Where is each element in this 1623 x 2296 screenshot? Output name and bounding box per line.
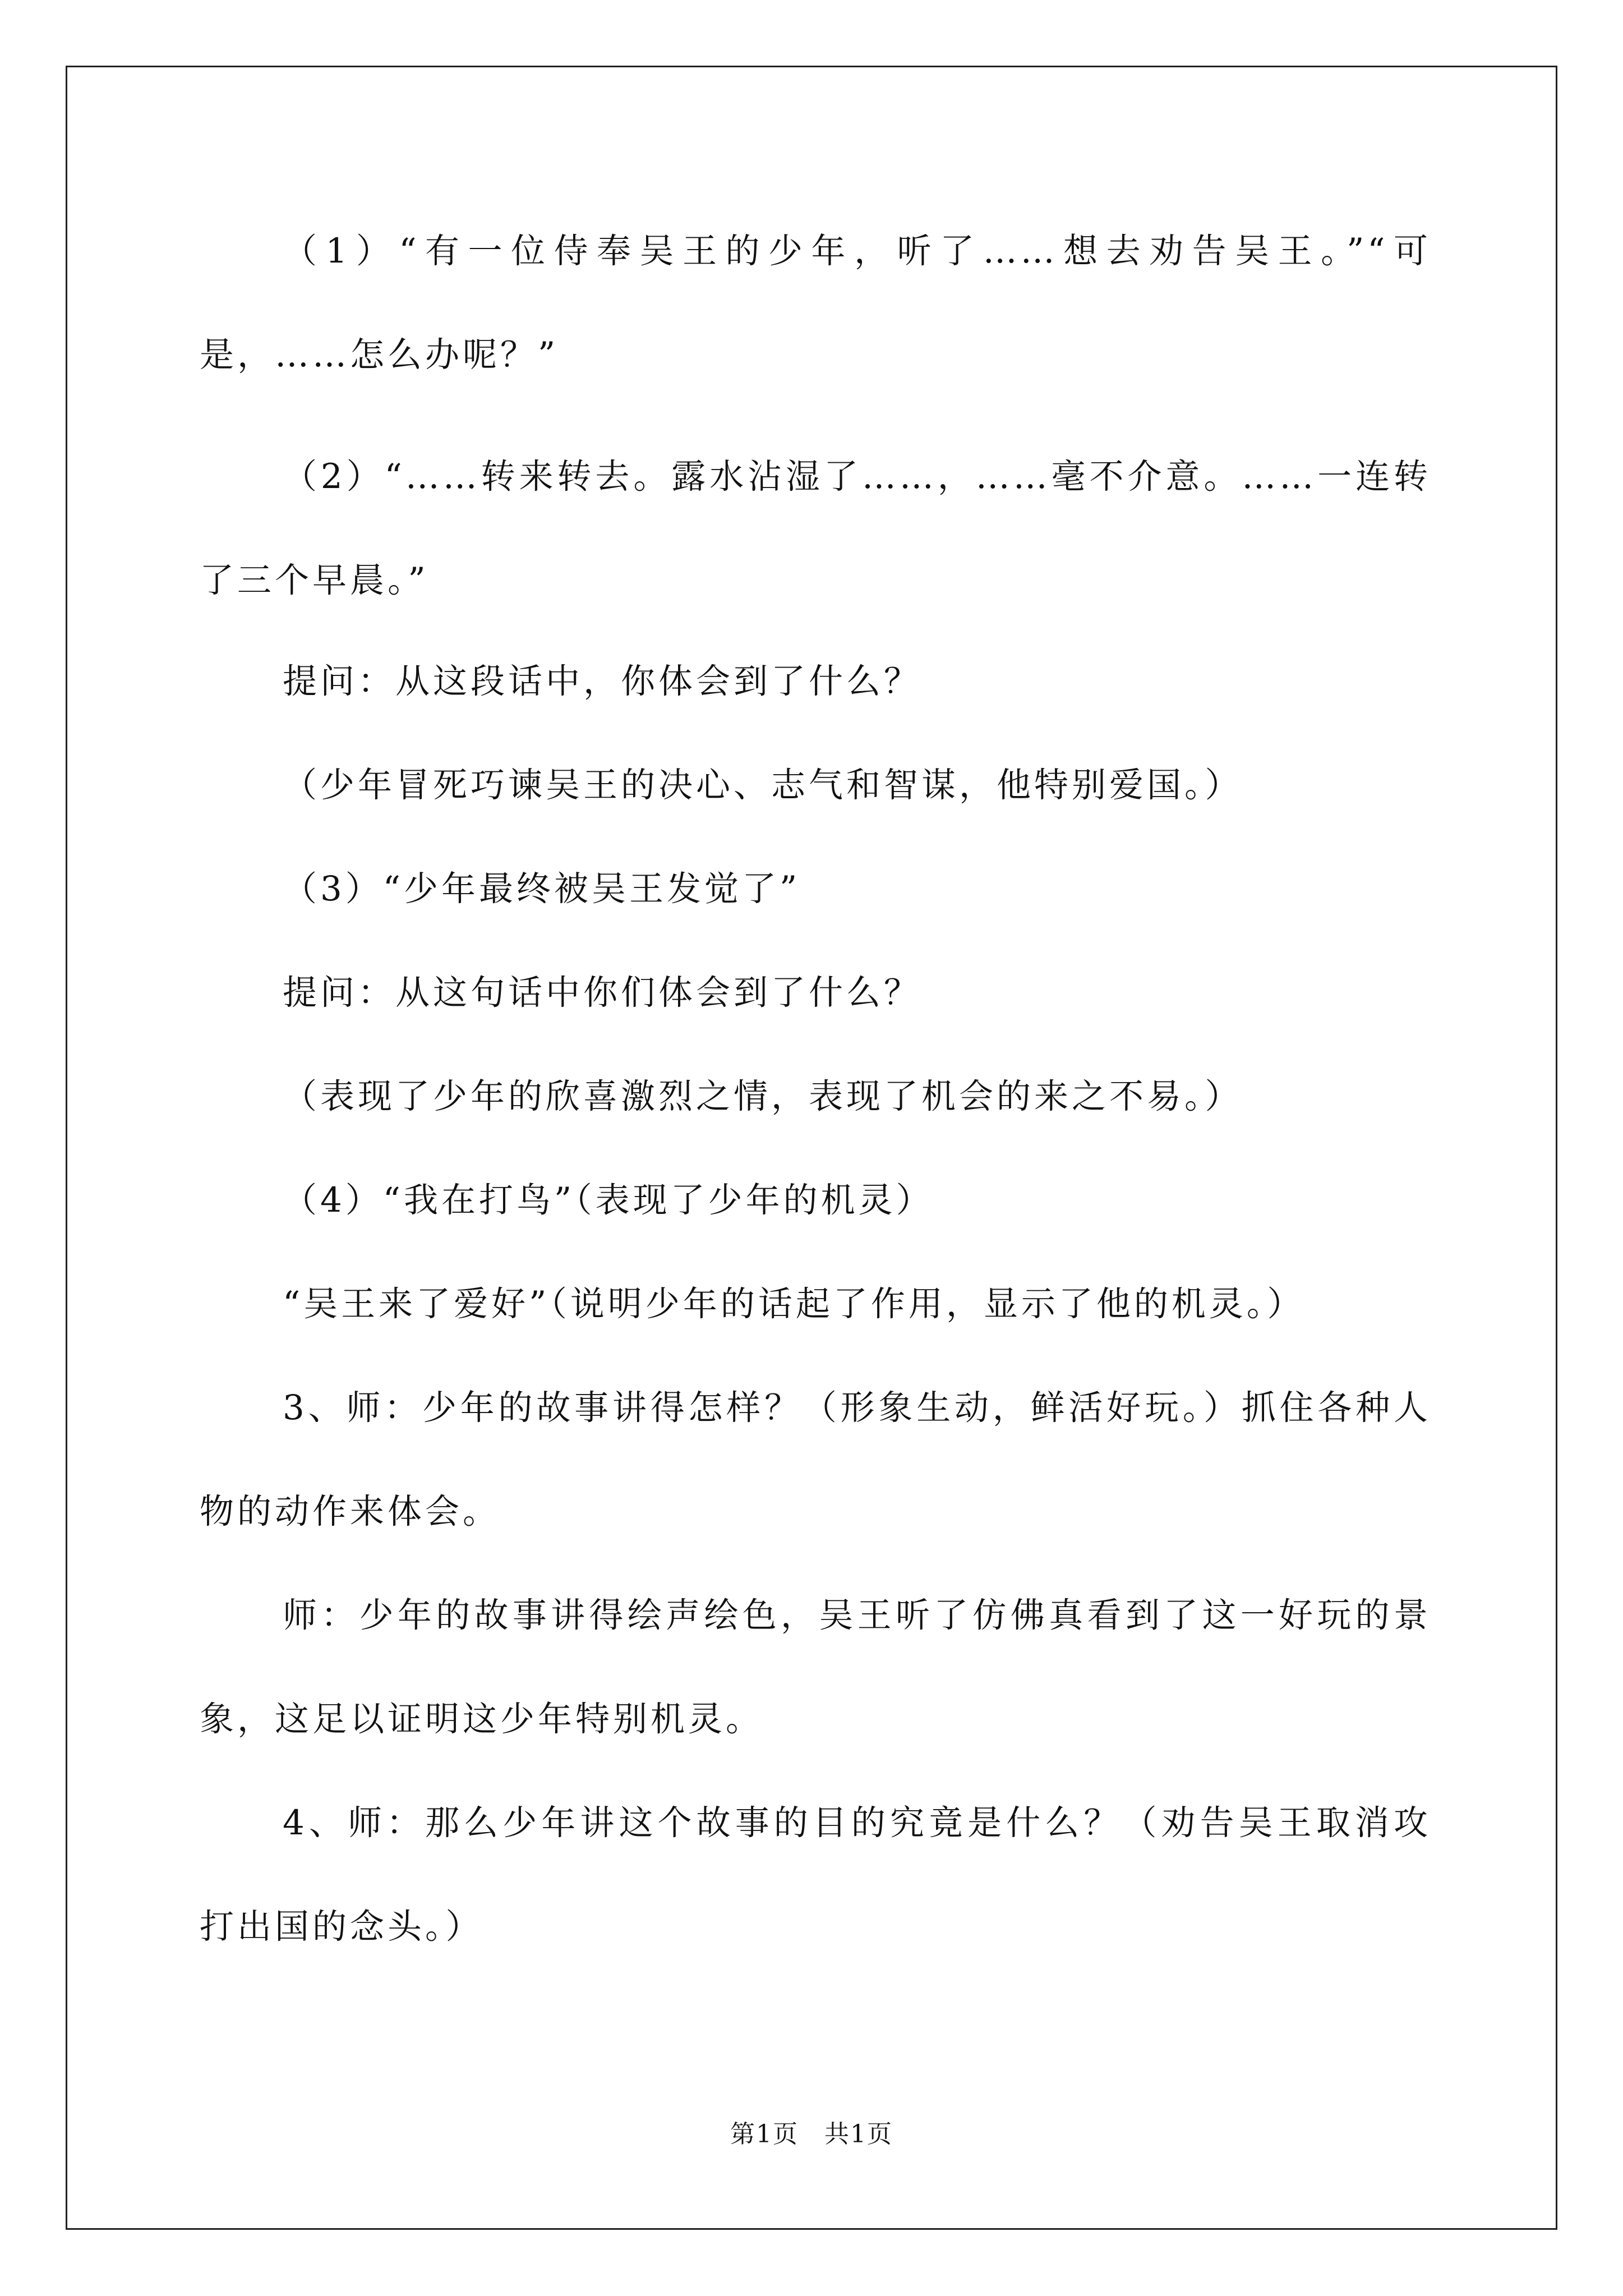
paragraph-12: 4、师：那么少年讲这个故事的目的究竟是什么？（劝告吴王取消攻打出国的念头。） [200, 1803, 1431, 1947]
paragraph-2: （2）“……转来转去。露水沾湿了……，……毫不介意。……一连转了三个早晨。” [200, 457, 1431, 600]
paragraph-11: 师：少年的故事讲得绘声绘色，吴王听了仿佛真看到了这一好玩的景象，这足以证明这少年特别机灵。 [200, 1595, 1431, 1739]
paragraph-3: 提问：从这段话中，你体会到了什么？ [283, 661, 922, 701]
paragraph-7: （表现了少年的欣喜激烈之情，表现了机会的来之不易。） [283, 1076, 1243, 1116]
paragraph-6: 提问：从这句话中你们体会到了什么？ [283, 973, 922, 1013]
paragraph-8: （4）“我在打鸟”（表现了少年的机灵） [283, 1180, 934, 1220]
paragraph-10: 3、师：少年的故事讲得怎样？（形象生动，鲜活好玩。）抓住各种人物的动作来体会。 [200, 1388, 1431, 1531]
paragraph-9: “吴王来了爱好”（说明少年的话起了作用，显示了他的机灵。） [283, 1284, 1305, 1324]
paragraph-1: （1）“有一位侍奉吴王的少年，听了……想去劝告吴王。”“可是，……怎么办呢？” [200, 231, 1431, 375]
paragraph-4: （少年冒死巧谏吴王的决心、志气和智谋，他特别爱国。） [283, 765, 1243, 805]
page-footer: 第1页 共1页 [730, 2120, 893, 2148]
paragraph-5: （3）“少年最终被吴王发觉了” [283, 869, 801, 909]
